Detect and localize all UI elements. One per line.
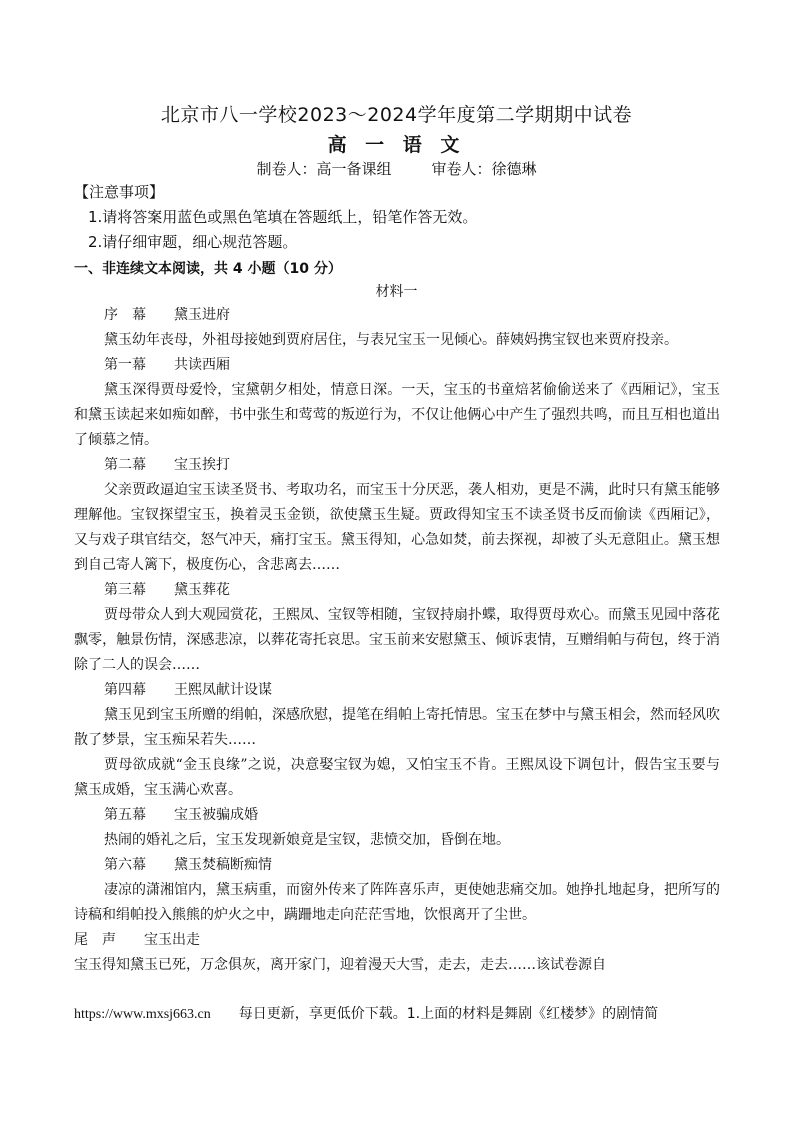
subject-title: 高 一 语 文 (327, 134, 466, 156)
act-paragraph: 凄凉的潇湘馆内，黛玉病重，而窗外传来了阵阵喜乐声，更使她悲痛交加。她挣扎地起身，把所写的诗稿和绢帕投入熊熊的炉火之中，蹒跚地走向茫茫雪地，饮恨离开了尘世。 (74, 882, 720, 923)
epilogue-title: 尾 声 宝玉出走 (74, 932, 200, 948)
reviewer-label: 审卷人：徐德琳 (431, 160, 537, 178)
material-heading: 材料一 (375, 284, 418, 300)
footer-line (74, 1002, 734, 1027)
notice-item: 2.请仔细审题，细心规范答题。 (88, 233, 298, 251)
notice-item: 1.请将答案用蓝色或黑色笔填在答题纸上，铅笔作答无效。 (88, 208, 478, 226)
act-title: 第二幕 宝玉挨打 (104, 457, 230, 473)
act-paragraph: 黛玉见到宝玉所赠的绢帕，深感欣慰，提笔在绢帕上寄托情思。宝玉在梦中与黛玉相会，然而轻风吹散了梦景，宝玉痴呆若失…… (74, 707, 720, 748)
act-title: 第四幕 王熙凤献计设谋 (104, 682, 272, 698)
act-paragraph: 黛玉深得贾母爱怜，宝黛朝夕相处，情意日深。一天，宝玉的书童焙茗偷偷送来了《西厢记》，宝玉和黛玉读起来如痴如醉，书中张生和莺莺的叛逆行为，不仅让他俩心中产生了强烈共鸣，而且互相也道出了倾慕之情。 (74, 382, 720, 448)
act-title: 第三幕 黛玉葬花 (104, 582, 230, 598)
exam-title: 北京市八一学校2023～2024学年度第二学期期中试卷 (160, 104, 633, 126)
makers-line (0, 158, 793, 179)
maker-label: 制卷人：高一备课组 (256, 160, 392, 178)
section-heading: 一、非连续文本阅读，共 4 小题（10 分） (74, 261, 342, 277)
act-title: 第六幕 黛玉焚稿断痴情 (104, 857, 272, 873)
act-paragraph: 父亲贾政逼迫宝玉读圣贤书、考取功名，而宝玉十分厌恶，袭人相劝，更是不满，此时只有黛玉能够理解他。宝钗探望宝玉，换着灵玉金锁，欲使黛玉生疑。贾政得知宝玉不读圣贤书反而偷读《西厢记》，又与戏子琪官结交，怒气冲天，痛打宝玉。黛玉得知，心急如焚，前去探视，却被了头无意阻止。黛玉想到自己寄人篱下，极度伤心，含悲离去…… (74, 482, 720, 573)
material-body (74, 303, 720, 978)
act-title: 第五幕 宝玉被骗成婚 (104, 807, 258, 823)
source-url-link[interactable]: https://www.mxsj663.cn (74, 1007, 211, 1022)
act-paragraph: 贾母带众人到大观园赏花，王熙凤、宝钗等相随，宝钗持扇扑蝶，取得贾母欢心。而黛玉见园中落花飘零，触景伤情，深感悲凉，以葬花寄托哀思。宝玉前来安慰黛玉、倾诉衷情，互赠绢帕与荷包，终于消除了二人的误会…… (74, 607, 720, 673)
question-1-start: 1.上面的材料是舞剧《红楼梦》的剧情简 (406, 1006, 659, 1022)
promo-text: 每日更新，享更低价下载。 (238, 1006, 407, 1022)
act-paragraph: 黛玉幼年丧母，外祖母接她到贾府居住，与表兄宝玉一见倾心。薛姨妈携宝钗也来贾府投亲。 (104, 332, 678, 348)
epilogue-paragraph: 宝玉得知黛玉已死，万念俱灰，离开家门，迎着漫天大雪，走去，走去……该试卷源自 (74, 957, 606, 973)
act-title: 第一幕 共读西厢 (104, 357, 230, 373)
act-title: 序 幕 黛玉进府 (104, 307, 230, 323)
act-paragraph: 贾母欲成就“金玉良缘”之说，决意娶宝钗为媳，又怕宝玉不肯。王熙凤设下调包计，假告宝玉要与黛玉成婚，宝玉满心欢喜。 (74, 757, 720, 798)
notice-heading: 【注意事项】 (74, 183, 165, 201)
act-paragraph: 热闹的婚礼之后，宝玉发现新娘竟是宝钗，悲愤交加，昏倒在地。 (104, 832, 510, 848)
